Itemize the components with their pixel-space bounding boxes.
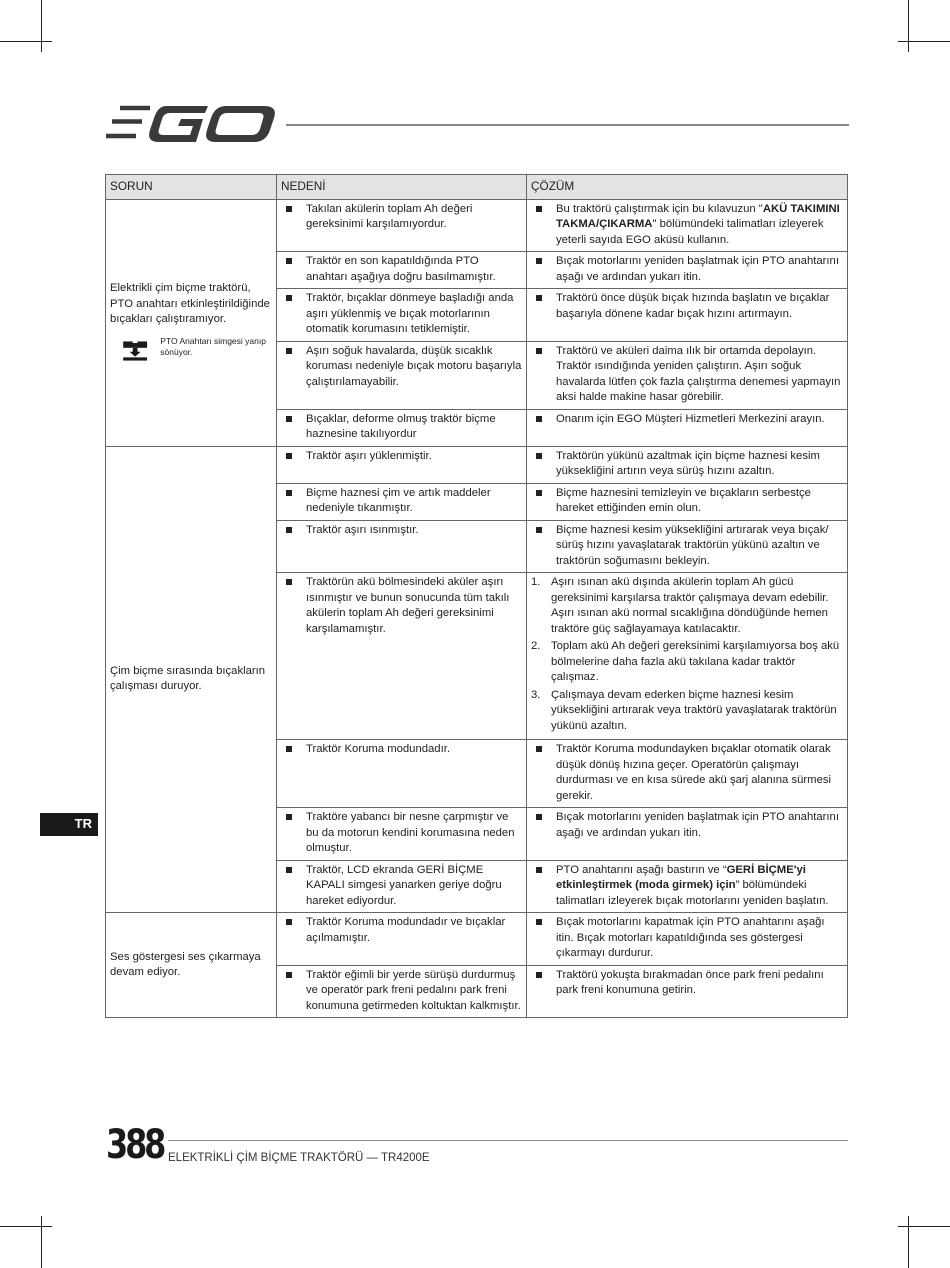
crop-mark (898, 41, 950, 42)
table-row (106, 446, 848, 483)
solution-cell (527, 913, 848, 966)
header-cause: NEDENİ (277, 175, 527, 200)
solution-text: Traktör Koruma modundayken bıçaklar otomatik olarak düşük dönüş hızına geçer. Operatörün çalışmayı durdurması ve en kısa sürede akü şarj alanına sürmesi gerekir. (556, 743, 832, 802)
page-number: 388 (106, 1122, 164, 1168)
solution-cell (527, 740, 848, 808)
numbered-step: 1. Aşırı ısınan akü dışında akülerin toplam Ah gücü gereksinimi karşılarsa traktör çalışmaya devam edebilir. Aşırı ısınan akü normal sıcaklığına döndüğünde hemen traktöre güç sağlayamaya katılacaktır. (531, 576, 829, 635)
cause-text: Biçme haznesi çim ve artık maddeler nedeniyle tıkanmıştır. (306, 486, 491, 514)
solution-cell (527, 965, 848, 1018)
crop-mark (41, 0, 42, 52)
cause-cell (277, 808, 527, 861)
pto-switch-icon (120, 338, 150, 364)
solution-text: PTO anahtarını aşağı bastırın ve “GERİ BİÇME'yi etkinleştirmek (moda girmek) için” bölümündeki talimatları izleyerek bıçak motorlarını yeniden başlatın. (556, 863, 829, 907)
cause-text: Traktör en son kapatıldığında PTO anahtarı aşağıya doğru basılmamıştır. (306, 255, 496, 283)
problem-text: Elektrikli çim biçme traktörü, PTO anahtarı etkinleştirildiğinde bıçakları çalıştıramıyor. (110, 282, 270, 326)
solution-cell (527, 860, 848, 913)
language-tab: TR (40, 813, 98, 836)
solution-text: Bıçak motorlarını yeniden başlatmak için PTO anahtarını aşağı ve ardından yukarı itin. (556, 255, 839, 283)
cause-text: Traktör aşırı ısınmıştır. (306, 523, 419, 536)
cause-cell (277, 341, 527, 409)
solution-cell (527, 289, 848, 342)
cause-text: Bıçaklar, deforme olmuş traktör biçme haznesine takılıyordur (306, 412, 496, 440)
solution-text: Biçme haznesi kesim yüksekliğini artırarak veya bıçak/ sürüş hızını yavaşlatarak traktörün yükünü azaltın ve traktörün soğumasını bekleyin. (556, 523, 829, 567)
crop-mark (41, 1216, 42, 1268)
ego-logo (106, 104, 276, 142)
problem-cell (106, 199, 277, 446)
solution-cell (527, 520, 848, 573)
cause-text: Traktör Koruma modundadır ve bıçaklar açılmamıştır. (306, 916, 506, 944)
cause-text: Traktöre yabancı bir nesne çarpmıştır ve bu da motorun kendini korumasına neden olmuştur. (306, 811, 515, 854)
solution-cell (527, 808, 848, 861)
crop-mark (0, 41, 52, 42)
solution-text: Traktörü ve aküleri daima ılık bir ortamda depolayın. Traktör ısındığında yeniden çalıştırın. Aşırı soğuk havalarda lütfen çok fazla çalıştırma denemesi yapmayın aksi halde makine hasar görebilir. (556, 344, 841, 403)
solution-text: Traktörün yükünü azaltmak için biçme haznesi kesim yüksekliğini artırın veya sürüş hızını azaltın. (556, 449, 820, 477)
crop-mark (0, 1226, 52, 1227)
cause-cell (277, 289, 527, 342)
cause-cell (277, 483, 527, 520)
cause-text: Traktör Koruma modundadır. (306, 743, 450, 755)
solution-text: Bıçak motorlarını yeniden başlatmak için PTO anahtarını aşağı ve ardından yukarı itin. (556, 811, 839, 839)
problem-text: Çim biçme sırasında bıçakların çalışması duruyor. (110, 664, 266, 693)
pto-icon-note (110, 336, 272, 364)
cause-cell (277, 446, 527, 483)
crop-mark (908, 1216, 909, 1268)
cause-text: Traktörün akü bölmesindeki aküler aşırı ısınmıştır ve bunun sonucunda tüm takılı akülerin toplam Ah değeri gereksinimi karşılamamıştır. (306, 576, 510, 635)
crop-mark (908, 0, 909, 52)
solution-text: Traktörü önce düşük bıçak hızında başlatın ve bıçaklar başarıyla dönene kadar bıçak hızını artırmayın. (556, 292, 830, 320)
header-rule (286, 124, 849, 126)
cause-cell (277, 252, 527, 289)
footer-title: ELEKTRİKLİ ÇİM BİÇME TRAKTÖRÜ — TR4200E (168, 1152, 430, 1164)
cause-cell (277, 913, 527, 966)
cause-cell (277, 740, 527, 808)
cause-cell (277, 409, 527, 446)
solution-text: Bu traktörü çalıştırmak için bu kılavuzun "AKÜ TAKIMINI TAKMA/ÇIKARMA" bölümündeki talimatları izleyerek yeterli sayıda EGO aküsü kullanın. (556, 202, 840, 246)
cause-text: Traktör eğimli bir yerde sürüşü durdurmuş ve operatör park freni pedalını park freni konumuna getirmeden koltuktan kalkmıştır. (306, 968, 521, 1012)
solution-cell (527, 199, 848, 252)
solution-text: Biçme haznesini temizleyin ve bıçakların serbestçe hareket ettiğinden emin olun. (556, 486, 811, 514)
solution-cell (527, 446, 848, 483)
solution-cell (527, 573, 848, 740)
table-row (106, 913, 848, 966)
header-solution: ÇÖZÜM (527, 175, 848, 200)
table-row (106, 199, 848, 252)
cause-text: Traktör, LCD ekranda GERİ BİÇME KAPALI simgesi yanarken geriye doğru hareket ediyordur. (306, 863, 502, 907)
cause-cell (277, 860, 527, 913)
cause-cell (277, 965, 527, 1018)
cause-text: Takılan akülerin toplam Ah değeri gereksinimi karşılamıyordur. (306, 202, 473, 230)
cause-text: Traktör aşırı yüklenmiştir. (306, 449, 432, 462)
cause-cell (277, 520, 527, 573)
table-header-row (106, 175, 848, 200)
numbered-step: 3. Çalışmaya devam ederken biçme haznesi kesim yüksekliğini artırarak veya traktörü yavaşlatarak traktörün yükünü azaltın. (531, 688, 837, 732)
solution-text: Traktörü yokuşta bırakmadan önce park freni pedalını park freni konumuna getirin. (556, 968, 824, 996)
solution-text: Bıçak motorlarını kapatmak için PTO anahtarını aşağı itin. Bıçak motorları kapatıldığında ses göstergesi çıkarmayı durdurur. (556, 916, 825, 959)
numbered-step: 2. Toplam akü Ah değeri gereksinimi karşılamıyorsa boş akü bölmelerine daha fazla akü takılana kadar traktör çalışmaz. (531, 640, 840, 683)
header-problem: SORUN (106, 175, 277, 200)
crop-mark (898, 1226, 950, 1227)
solution-text: Onarım için EGO Müşteri Hizmetleri Merkezini arayın. (556, 412, 825, 425)
cause-text: Aşırı soğuk havalarda, düşük sıcaklık koruması nedeniyle bıçak motoru başarıyla çalıştırılamayabilir. (306, 344, 522, 388)
problem-cell (106, 913, 277, 1018)
solution-cell (527, 252, 848, 289)
cause-cell (277, 573, 527, 740)
solution-cell (527, 341, 848, 409)
problem-cell (106, 446, 277, 913)
troubleshooting-table (105, 174, 848, 1018)
footer-rule (168, 1140, 848, 1141)
solution-cell (527, 409, 848, 446)
problem-text: Ses göstergesi ses çıkarmaya devam ediyor. (110, 950, 261, 978)
cause-text: Traktör, bıçaklar dönmeye başladığı anda aşırı yüklenmiş ve bıçak motorlarının otomatik korumasını tetiklemiştir. (306, 292, 514, 335)
pto-icon-caption: PTO Anahtarı simgesi yanıp sönüyor. (160, 335, 266, 357)
cause-cell (277, 199, 527, 252)
solution-cell (527, 483, 848, 520)
